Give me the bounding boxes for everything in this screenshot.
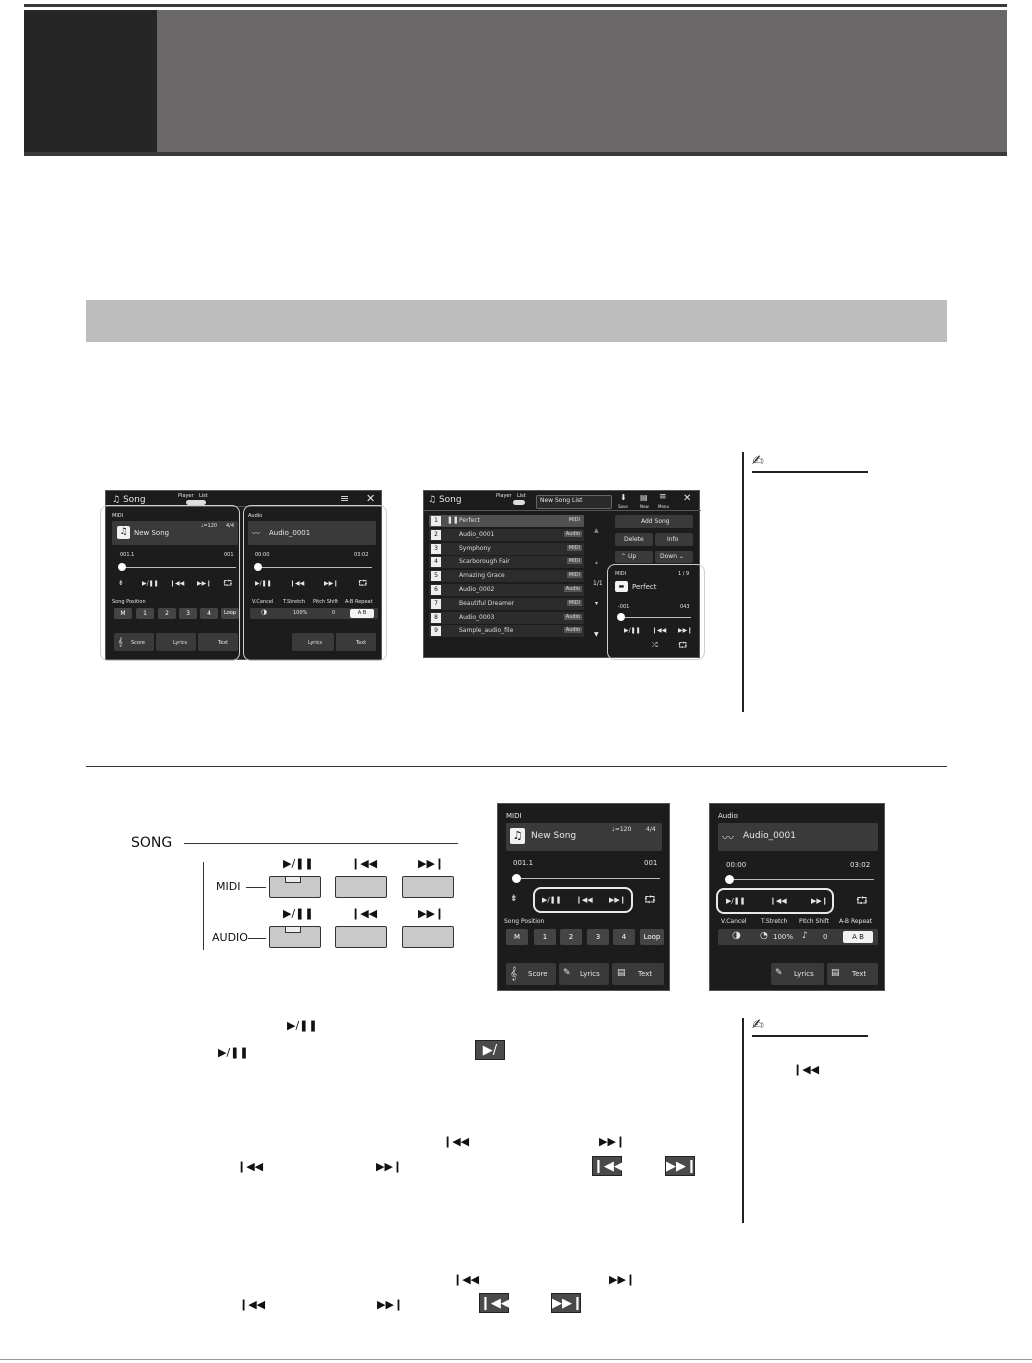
note-underline <box>752 471 868 473</box>
audio-song-name: Audio_0001 <box>269 529 311 537</box>
song-screen-title: ♫ Song <box>112 495 146 505</box>
midi-row-line <box>246 887 266 888</box>
zoom-pos-3[interactable]: 3 <box>587 929 609 945</box>
zoom-pitch-icon: ♪ <box>802 931 808 941</box>
mini-repeat-icon[interactable]: ⮔ <box>678 641 688 650</box>
panel-rew-label-midi: ❙◀◀ <box>351 857 378 870</box>
mini-play-button[interactable]: ▶/❚❚ <box>624 627 641 634</box>
song-number: 1 <box>431 516 441 526</box>
song-type: MIDI <box>568 572 580 579</box>
note-underline <box>752 1035 868 1037</box>
mini-knob[interactable] <box>617 613 625 621</box>
zoom-pitch-value[interactable]: 0 <box>823 933 828 941</box>
audio-song-box[interactable] <box>248 521 376 545</box>
section-rule <box>86 766 947 767</box>
panel-ff-label-audio: ▶▶❙ <box>418 907 445 920</box>
repeat-icon[interactable]: ⮔ <box>223 579 233 588</box>
list-name: New Song List <box>540 497 583 504</box>
zoom-audio-label: Audio <box>718 812 738 820</box>
song-position-label: Song Position <box>112 599 146 605</box>
zoom-note-icon: ♫ <box>510 828 525 844</box>
song-number: 9 <box>431 626 441 636</box>
midi-position: 001.1 <box>120 552 135 558</box>
screen-forward-icon: ▶▶❙ <box>551 1293 581 1313</box>
zoom-tempo: ♩=120 <box>612 826 632 833</box>
position-2[interactable]: 2 <box>158 608 176 619</box>
midi-end: 001 <box>224 552 234 558</box>
audio-row-line <box>248 938 266 939</box>
scroll-up-icon[interactable]: ▴ <box>595 559 599 566</box>
header-top-rule <box>24 4 1007 7</box>
midi-progress-knob[interactable] <box>118 563 126 571</box>
panel-bracket <box>203 862 204 950</box>
panel-audio-lamp <box>285 926 301 933</box>
song-panel-label: SONG <box>131 835 173 851</box>
zoom-text-icon: ▤ <box>617 968 626 978</box>
loop-button[interactable]: Loop <box>221 608 239 619</box>
new-label: New <box>640 504 649 509</box>
zoom-audio-pos: 00:00 <box>726 861 747 869</box>
clef-icon: 𝄞 <box>118 637 123 646</box>
save-label: Save <box>618 504 628 509</box>
inline-rewind-icon: ❙◀◀ <box>237 1160 264 1173</box>
note-icon: ✍ <box>752 453 764 469</box>
midi-label: MIDI <box>112 513 124 519</box>
position-3[interactable]: 3 <box>179 608 197 619</box>
scroll-down-icon[interactable]: ▾ <box>595 600 599 607</box>
zoom-midi-rewind[interactable]: ❙◀◀ <box>576 896 593 904</box>
song-name: Perfect <box>459 517 481 524</box>
section-heading-bar <box>86 300 947 342</box>
midi-zoom-screen <box>497 803 670 991</box>
inline-forward-icon: ▶▶❙ <box>377 1298 404 1311</box>
song-number: 6 <box>431 585 441 595</box>
list-toggle[interactable] <box>513 500 525 505</box>
list-tab-player[interactable]: Player <box>496 493 512 499</box>
song-list-row[interactable] <box>429 543 584 555</box>
inline-rewind-icon: ❙◀◀ <box>239 1298 266 1311</box>
music-note-icon: ♫ <box>117 526 130 539</box>
vcancel-label: V.Cancel <box>252 599 274 605</box>
song-label-line <box>184 843 458 844</box>
audio-label: Audio <box>248 513 263 519</box>
song-number: 3 <box>431 544 441 554</box>
zoom-score-label: Score <box>528 970 548 978</box>
song-list-screen <box>423 490 700 658</box>
mini-start: -001 <box>618 604 630 610</box>
song-type: MIDI <box>568 544 580 551</box>
song-list-row[interactable] <box>429 584 584 596</box>
song-name: Audio_0003 <box>459 613 495 621</box>
screen-rewind-icon: ❙◀◀ <box>479 1293 509 1313</box>
zoom-waveform-icon: 〰 <box>722 831 735 845</box>
midi-song-box[interactable] <box>112 521 238 545</box>
song-name: Amazing Grace <box>459 572 505 580</box>
zoom-audio-forward[interactable]: ▶▶❙ <box>811 897 828 905</box>
zoom-lyrics-icon: ✎ <box>563 968 571 978</box>
zoom-metronome-icon[interactable]: ⇟ <box>510 894 518 904</box>
shuffle-icon[interactable]: ⤮ <box>652 641 658 649</box>
midi-song-name: New Song <box>134 529 170 537</box>
panel-midi-forward-button[interactable] <box>402 876 454 898</box>
save-icon[interactable]: ⬇ <box>620 493 627 502</box>
mini-song-name: Perfect <box>632 583 657 591</box>
zoom-song-position: Song Position <box>504 918 545 925</box>
mini-count: 1 / 9 <box>678 571 690 577</box>
menu-label: Menu <box>658 504 669 509</box>
note-icon: ✍ <box>752 1017 764 1033</box>
zoom-audio-text-icon: ▤ <box>831 968 840 978</box>
screen-rewind-icon: ❙◀◀ <box>592 1156 622 1176</box>
metronome-icon[interactable]: ⇟ <box>118 579 124 587</box>
panel-audio-forward-button[interactable] <box>402 926 454 948</box>
zoom-audio-play[interactable]: ▶/❚❚ <box>726 897 746 905</box>
zoom-midi-pos: 001.1 <box>513 859 534 867</box>
zoom-clef-icon: 𝄞 <box>510 966 518 980</box>
zoom-midi-track[interactable] <box>516 878 660 879</box>
header-bottom-rule <box>24 152 1007 156</box>
song-list-row[interactable] <box>429 598 584 610</box>
tab-list[interactable]: List <box>199 493 208 499</box>
song-type: Audio <box>565 613 580 620</box>
inline-forward-icon: ▶▶❙ <box>599 1135 626 1148</box>
position-4[interactable]: 4 <box>200 608 218 619</box>
new-icon[interactable]: ▤ <box>640 493 648 502</box>
song-type: MIDI <box>568 558 580 565</box>
midi-play-button[interactable]: ▶/❚❚ <box>142 580 159 587</box>
zoom-audio-knob[interactable] <box>725 875 734 884</box>
song-name: Audio_0002 <box>459 586 495 593</box>
ab-repeat-button[interactable]: A B <box>350 609 374 618</box>
song-type: MIDI <box>568 517 580 523</box>
zoom-audio-song-name: Audio_0001 <box>743 831 796 841</box>
zoom-midi-song-box[interactable] <box>506 823 662 851</box>
zoom-pos-m[interactable]: M <box>506 929 528 945</box>
list-close-icon[interactable]: ✕ <box>683 493 692 504</box>
song-number: 7 <box>431 599 441 609</box>
zoom-pos-1[interactable]: 1 <box>534 929 556 945</box>
up-label: ⌃ Up <box>621 553 637 560</box>
pitch-shift-value[interactable]: 0 <box>332 610 336 616</box>
page-bottom-rule <box>0 1359 1032 1360</box>
mini-forward-button[interactable]: ▶▶❙ <box>678 627 693 634</box>
panel-ff-label-midi: ▶▶❙ <box>418 857 445 870</box>
audio-text-label: Text <box>356 640 367 646</box>
scroll-bottom-icon[interactable]: ▼ <box>594 631 599 638</box>
scroll-top-icon[interactable]: ▲ <box>594 527 599 534</box>
zoom-lyrics-label: Lyrics <box>580 970 600 978</box>
mini-end: 043 <box>680 604 690 610</box>
song-list-row[interactable] <box>429 515 584 527</box>
panel-audio-rewind-button[interactable] <box>335 926 387 948</box>
zoom-text-label: Text <box>638 970 653 978</box>
audio-end: 03:02 <box>354 552 369 558</box>
note-column-rule <box>742 452 744 712</box>
inline-forward-icon: ▶▶❙ <box>376 1160 403 1173</box>
zoom-vcancel-icon[interactable]: ◑ <box>732 930 741 941</box>
midi-rewind-button[interactable]: ❙◀◀ <box>170 580 185 587</box>
tempo: ♩=120 <box>201 523 218 529</box>
chapter-number-block <box>24 10 157 152</box>
panel-play-label-midi: ▶/❚❚ <box>283 857 314 870</box>
inline-play-icon: ▶/❚❚ <box>287 1019 318 1032</box>
note-column-rule <box>742 1018 744 1223</box>
zoom-ab-label: A-B Repeat <box>839 918 873 925</box>
song-player-screen <box>105 490 382 660</box>
time-signature: 4/4 <box>226 523 235 529</box>
zoom-audio-end: 03:02 <box>850 861 871 869</box>
audio-forward-button[interactable]: ▶▶❙ <box>324 580 339 587</box>
zoom-audio-track[interactable] <box>730 879 874 880</box>
zoom-ab-button[interactable]: A B <box>843 931 873 943</box>
song-type: Audio <box>565 530 580 537</box>
list-menu-icon[interactable]: ≡ <box>659 492 667 502</box>
zoom-tstretch-label: T.Stretch <box>761 918 788 925</box>
chapter-title-banner <box>157 10 1007 152</box>
position-m[interactable]: M <box>114 608 132 619</box>
menu-icon[interactable]: ≡ <box>340 492 350 505</box>
audio-play-button[interactable]: ▶/❚❚ <box>255 580 272 587</box>
position-1[interactable]: 1 <box>136 608 154 619</box>
inline-play-icon: ▶/❚❚ <box>218 1046 249 1059</box>
song-number: 4 <box>431 557 441 567</box>
playing-icon: ❚❚ <box>447 516 459 524</box>
list-screen-title: ♫ Song <box>428 495 462 505</box>
audio-zoom-screen <box>709 803 885 991</box>
mini-song-icon: ▬ <box>615 581 628 592</box>
song-list-row[interactable] <box>429 612 584 624</box>
down-label: Down ⌄ <box>660 553 684 560</box>
pitch-shift-label: Pitch Shift <box>313 599 339 605</box>
zoom-audio-lyrics-icon: ✎ <box>775 968 783 978</box>
zoom-beat: 4/4 <box>646 826 656 833</box>
song-name: Scarborough Fair <box>459 558 510 566</box>
vcancel-icon[interactable]: ◑ <box>261 608 268 616</box>
audio-repeat-icon[interactable]: ⮔ <box>358 579 368 588</box>
audio-progress-knob[interactable] <box>254 563 262 571</box>
song-name: Sample_audio_file <box>459 627 514 635</box>
zoom-midi-song-name: New Song <box>531 831 577 841</box>
audio-rewind-button[interactable]: ❙◀◀ <box>290 580 305 587</box>
tstretch-value[interactable]: 100% <box>293 610 308 616</box>
tstretch-label: T.Stretch <box>283 599 306 605</box>
score-label: Score <box>131 640 146 646</box>
zoom-midi-forward[interactable]: ▶▶❙ <box>609 896 626 904</box>
song-type: Audio <box>565 586 580 592</box>
zoom-repeat-icon[interactable]: ⮔ <box>644 895 656 906</box>
song-list-row[interactable] <box>429 570 584 582</box>
zoom-midi-play[interactable]: ▶/❚❚ <box>542 896 562 904</box>
midi-progress-track[interactable] <box>120 567 236 568</box>
zoom-pos-4[interactable]: 4 <box>613 929 635 945</box>
close-icon[interactable]: ✕ <box>366 492 376 505</box>
midi-row-label: MIDI <box>216 880 241 893</box>
song-name: Audio_0001 <box>459 530 495 538</box>
song-name: Symphony <box>459 544 491 552</box>
ab-repeat-label: A-B Repeat <box>345 599 373 605</box>
zoom-midi-label: MIDI <box>506 812 522 820</box>
list-divider <box>424 510 701 511</box>
waveform-icon: 〰 <box>252 529 260 538</box>
zoom-midi-end: 001 <box>644 859 658 867</box>
zoom-tstretch-value[interactable]: 100% <box>773 933 794 941</box>
panel-midi-rewind-button[interactable] <box>335 876 387 898</box>
audio-position: 00:00 <box>255 552 270 558</box>
tab-player[interactable]: Player <box>178 493 194 499</box>
add-song-label: Add Song <box>641 518 670 525</box>
audio-row-label: AUDIO <box>212 931 248 944</box>
song-number: 8 <box>431 613 441 623</box>
note-rewind-icon: ❙◀◀ <box>793 1063 820 1076</box>
zoom-audio-repeat-icon[interactable]: ⮔ <box>856 896 868 907</box>
zoom-loop[interactable]: Loop <box>640 929 664 945</box>
song-list-row[interactable] <box>429 556 584 568</box>
delete-label: Delete <box>624 536 644 543</box>
song-name: Beautiful Dreamer <box>459 599 515 607</box>
panel-rew-label-audio: ❙◀◀ <box>351 907 378 920</box>
mini-track[interactable] <box>619 617 691 618</box>
inline-rewind-icon: ❙◀◀ <box>443 1135 470 1148</box>
lyrics-label: Lyrics <box>173 640 188 646</box>
panel-midi-lamp <box>285 876 301 883</box>
zoom-clock-icon: ◔ <box>760 931 768 941</box>
midi-forward-button[interactable]: ▶▶❙ <box>197 580 212 587</box>
panel-play-label-audio: ▶/❚❚ <box>283 907 314 920</box>
song-list-row[interactable] <box>429 625 584 637</box>
inline-forward-icon: ▶▶❙ <box>609 1273 636 1286</box>
info-label: Info <box>667 536 679 543</box>
song-number: 2 <box>431 530 441 540</box>
zoom-audio-lyrics-label: Lyrics <box>794 970 814 978</box>
song-number: 5 <box>431 571 441 581</box>
audio-progress-track[interactable] <box>256 567 372 568</box>
mini-midi-label: MIDI <box>615 571 627 577</box>
zoom-pos-2[interactable]: 2 <box>560 929 582 945</box>
song-list-row[interactable] <box>429 529 584 541</box>
screen-forward-icon: ▶▶❙ <box>665 1156 695 1176</box>
inline-rewind-icon: ❙◀◀ <box>453 1273 480 1286</box>
zoom-audio-song-box[interactable] <box>718 823 878 851</box>
zoom-vcancel-label: V.Cancel <box>721 918 747 925</box>
mini-rewind-button[interactable]: ❙◀◀ <box>652 627 667 634</box>
audio-lyrics-label: Lyrics <box>308 640 323 646</box>
zoom-pitch-label: Pitch Shift <box>799 918 830 925</box>
page-indicator: 1/1 <box>593 580 603 587</box>
song-type: Audio <box>565 627 580 634</box>
screen-play-icon: ▶/❚❚ <box>475 1040 505 1060</box>
zoom-audio-rewind[interactable]: ❙◀◀ <box>770 897 787 905</box>
zoom-audio-text-label: Text <box>852 970 867 978</box>
song-type: MIDI <box>568 599 580 606</box>
list-tab-list[interactable]: List <box>517 493 526 499</box>
text-label: Text <box>218 640 229 646</box>
zoom-midi-knob[interactable] <box>512 874 521 883</box>
